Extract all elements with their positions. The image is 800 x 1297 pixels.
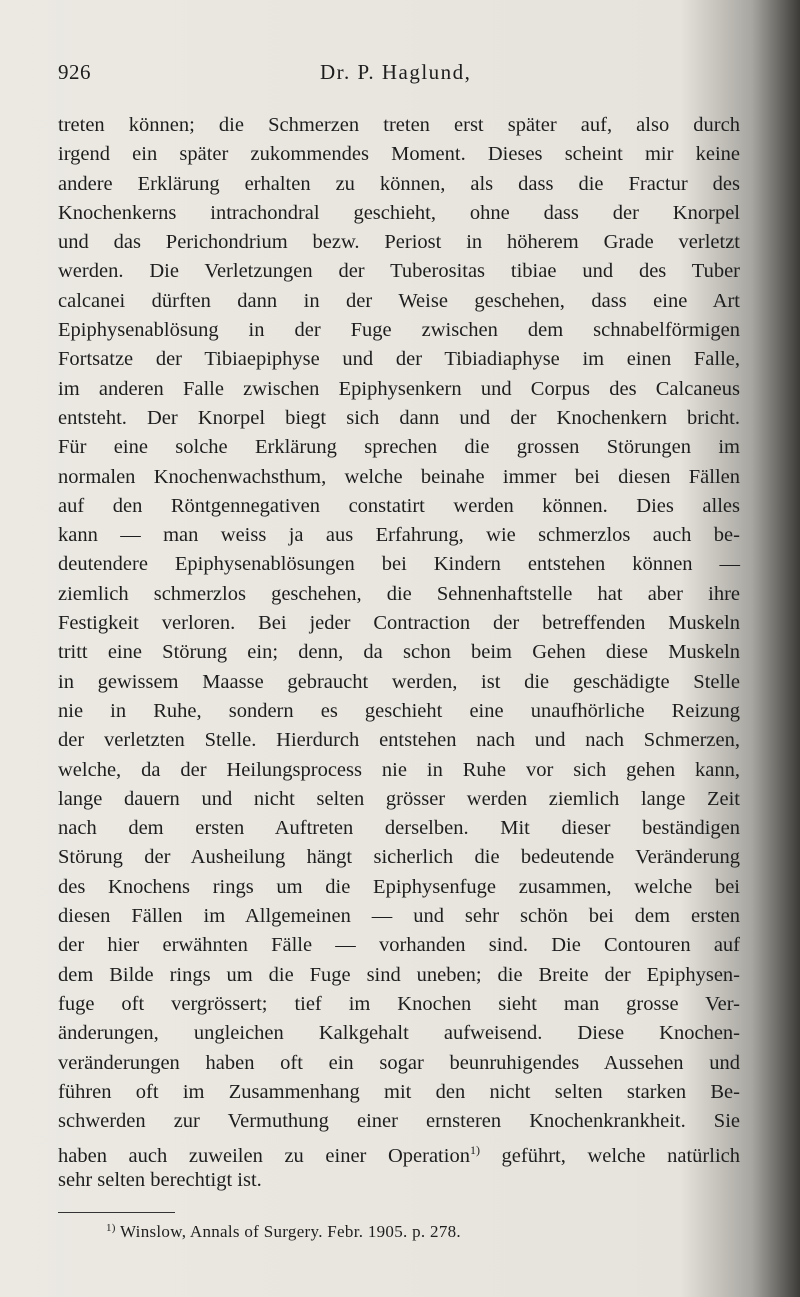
text-line: der verletzten Stelle. Hierdurch entstehen nach und nach Schmerzen,	[58, 729, 740, 752]
text-line: kann — man weiss ja aus Erfahrung, wie schmerzlos auch be-	[58, 524, 740, 547]
footnote-reference: 1)	[469, 1143, 480, 1158]
text-line: veränderungen haben oft ein sogar beunruhigendes Aussehen und	[58, 1051, 740, 1074]
text-line: irgend ein später zukommendes Moment. Dieses scheint mir keine	[58, 143, 740, 166]
text-line: Störung der Ausheilung hängt sicherlich die bedeutende Veränderung	[58, 846, 740, 869]
text-line: führen oft im Zusammenhang mit den nicht selten starken Be-	[58, 1080, 740, 1103]
text-line-with-footnote-ref	[58, 1136, 740, 1168]
text-line: Für eine solche Erklärung sprechen die grossen Störungen im	[58, 436, 740, 459]
footnote-marker: 1)	[106, 1222, 116, 1234]
text-segment: haben auch zuweilen zu einer Operation	[58, 1145, 470, 1168]
text-line: des Knochens rings um die Epiphysenfuge zusammen, welche bei	[58, 875, 740, 898]
footnote-text: Winslow, Annals of Surgery. Febr. 1905. p. 278.	[115, 1222, 461, 1241]
text-line: Epiphysenablösung in der Fuge zwischen dem schnabelförmigen	[58, 319, 740, 342]
text-line: auf den Röntgennegativen constatirt werden können. Dies alles	[58, 494, 740, 517]
text-line: tritt eine Störung ein; denn, da schon beim Gehen diese Muskeln	[58, 641, 740, 664]
text-segment: geführt, welche natürlich	[479, 1145, 740, 1168]
text-line: in gewissem Maasse gebraucht werden, ist die geschädigte Stelle	[58, 670, 740, 693]
text-line: welche, da der Heilungsprocess nie in Ruhe vor sich gehen kann,	[58, 758, 740, 781]
text-line: calcanei dürften dann in der Weise geschehen, dass eine Art	[58, 289, 740, 312]
text-line: der hier erwähnten Fälle — vorhanden sind. Die Contouren auf	[58, 934, 740, 957]
text-line: dem Bilde rings um die Fuge sind uneben; die Breite der Epiphysen-	[58, 963, 740, 986]
text-line: normalen Knochenwachsthum, welche beinahe immer bei diesen Fällen	[58, 465, 740, 488]
page-header	[58, 60, 740, 90]
text-line: diesen Fällen im Allgemeinen — und sehr schön bei dem ersten	[58, 905, 740, 928]
body-text	[58, 111, 740, 1195]
text-line: nach dem ersten Auftreten derselben. Mit dieser beständigen	[58, 817, 740, 840]
text-line: änderungen, ungleichen Kalkgehalt aufweisend. Diese Knochen-	[58, 1022, 740, 1045]
text-line: nie in Ruhe, sondern es geschieht eine unaufhörliche Reizung	[58, 699, 740, 722]
text-line: entsteht. Der Knorpel biegt sich dann und der Knochenkern bricht.	[58, 406, 740, 429]
text-line: werden. Die Verletzungen der Tuberositas tibiae und des Tuber	[58, 260, 740, 283]
text-line: andere Erklärung erhalten zu können, als dass die Fractur des	[58, 172, 740, 195]
footnote	[106, 1216, 461, 1244]
footnote-divider	[58, 1212, 175, 1213]
text-line: im anderen Falle zwischen Epiphysenkern und Corpus des Calcaneus	[58, 377, 740, 400]
text-line: deutendere Epiphysenablösungen bei Kindern entstehen können —	[58, 553, 740, 576]
text-line: fuge oft vergrössert; tief im Knochen sieht man grosse Ver-	[58, 992, 740, 1015]
text-line: Festigkeit verloren. Bei jeder Contraction der betreffenden Muskeln	[58, 612, 740, 635]
page-number: 926	[58, 60, 91, 84]
text-line: ziemlich schmerzlos geschehen, die Sehnenhaftstelle hat aber ihre	[58, 582, 740, 605]
text-line: lange dauern und nicht selten grösser werden ziemlich lange Zeit	[58, 787, 740, 810]
text-line: schwerden zur Vermuthung einer ernsteren Knochenkrankheit. Sie	[58, 1110, 740, 1133]
text-line: treten können; die Schmerzen treten erst später auf, also durch	[58, 114, 740, 136]
text-line: und das Perichondrium bezw. Periost in höherem Grade verletzt	[58, 231, 740, 254]
text-line: sehr selten berechtigt ist.	[58, 1168, 262, 1191]
running-head: Dr. P. Haglund,	[320, 60, 472, 84]
text-line: Knochenkerns intrachondral geschieht, ohne dass der Knorpel	[58, 201, 740, 224]
text-line: Fortsatze der Tibiaepiphyse und der Tibiadiaphyse im einen Falle,	[58, 348, 740, 371]
